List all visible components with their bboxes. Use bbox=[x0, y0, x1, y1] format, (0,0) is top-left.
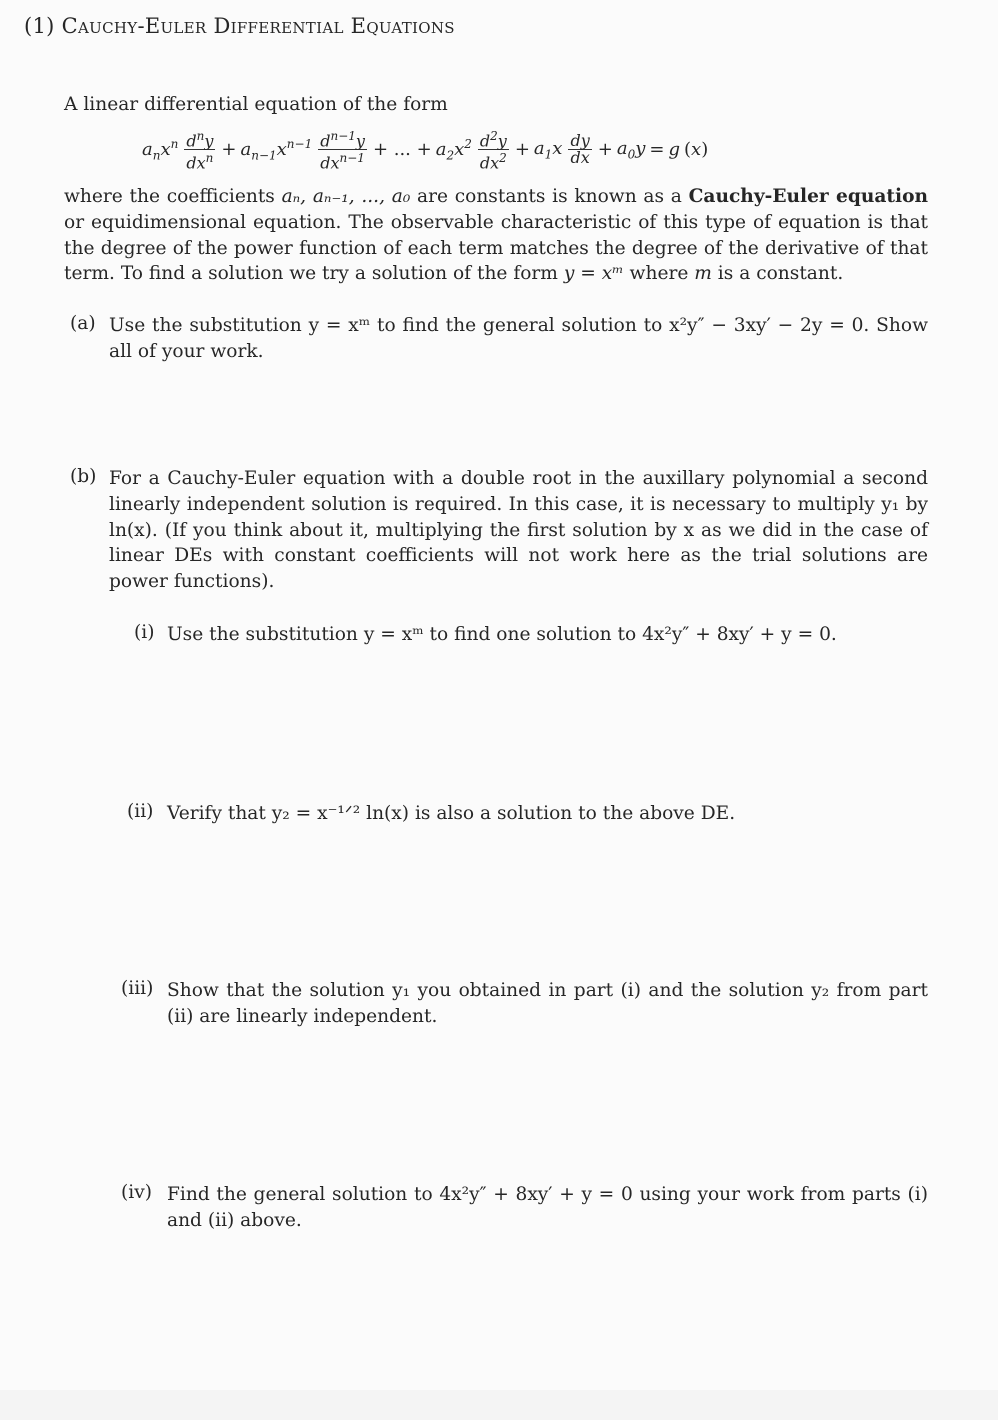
part-b-iv-text: Find the general solution to 4x²y″ + 8xy′ + y = 0 using your work from parts (i) and (ii) above. bbox=[167, 1184, 928, 1231]
page-bottom-band bbox=[0, 1390, 998, 1420]
part-a-label: (a) bbox=[70, 313, 96, 334]
part-b-iv-label: (iv) bbox=[121, 1182, 152, 1203]
cauchy-euler-term: Cauchy-Euler equation bbox=[688, 186, 928, 207]
section-number: (1) bbox=[24, 14, 55, 38]
section-heading: Cauchy-Euler Differential Equations bbox=[61, 14, 455, 38]
intro-paragraph: where the coefficients aₙ, aₙ₋₁, ..., a₀ are constants is known as a Cauchy-Euler equation or equidimensional equation. The observable characteristic of this type of equation is that the degree of the power function of each term matches the degree of the derivative of that term. To find a solution we try a solution of the form y = xᵐ where m is a constant. bbox=[64, 186, 928, 285]
coefficients: aₙ, aₙ₋₁, ..., a₀ bbox=[281, 186, 411, 207]
part-b-text: For a Cauchy-Euler equation with a double root in the auxillary polynomial a second linearly independent solution is required. In this case, it is necessary to multiply y₁ by ln(x). (If you think about it, multiplying the first solution by x as we did in the case of linear DEs with constant coefficients will not work here as the trial solutions are power functions). bbox=[109, 468, 928, 593]
part-b-i-text: Use the substitution y = xᵐ to find one solution to 4x²y″ + 8xy′ + y = 0. bbox=[167, 624, 837, 645]
intro-lead: A linear differential equation of the form bbox=[64, 94, 448, 115]
part-b-iii-text: Show that the solution y₁ you obtained in part (i) and the solution y₂ from part (ii) are linearly independent. bbox=[167, 980, 928, 1027]
section-title bbox=[24, 14, 455, 38]
part-b-ii-text: Verify that y₂ = x⁻¹ᐟ² ln(x) is also a solution to the above DE. bbox=[167, 803, 736, 824]
part-b-ii-label: (ii) bbox=[127, 801, 154, 822]
part-b-label: (b) bbox=[70, 466, 97, 487]
part-b-i-label: (i) bbox=[134, 622, 155, 643]
cauchy-euler-equation: $a_nx^n$ $\frac{d^ny}{dx^n}$ + $a_{n-1}x^{n-1}$ $\frac{d^{n-1}y}{dx^{n-1}}$ + ... + $a_2x^2$ $\frac{d^2y}{dx^2}$ + $a_1x$ $\frac{dy}{dx}$ + $a_0y$ = g (x) bbox=[142, 129, 709, 173]
part-b-iii-label: (iii) bbox=[121, 978, 154, 999]
trial-form: y = xᵐ bbox=[563, 263, 624, 285]
part-a-text: Use the substitution y = xᵐ to find the general solution to x²y″ − 3xy′ − 2y = 0. Show all of your work. bbox=[109, 315, 928, 362]
